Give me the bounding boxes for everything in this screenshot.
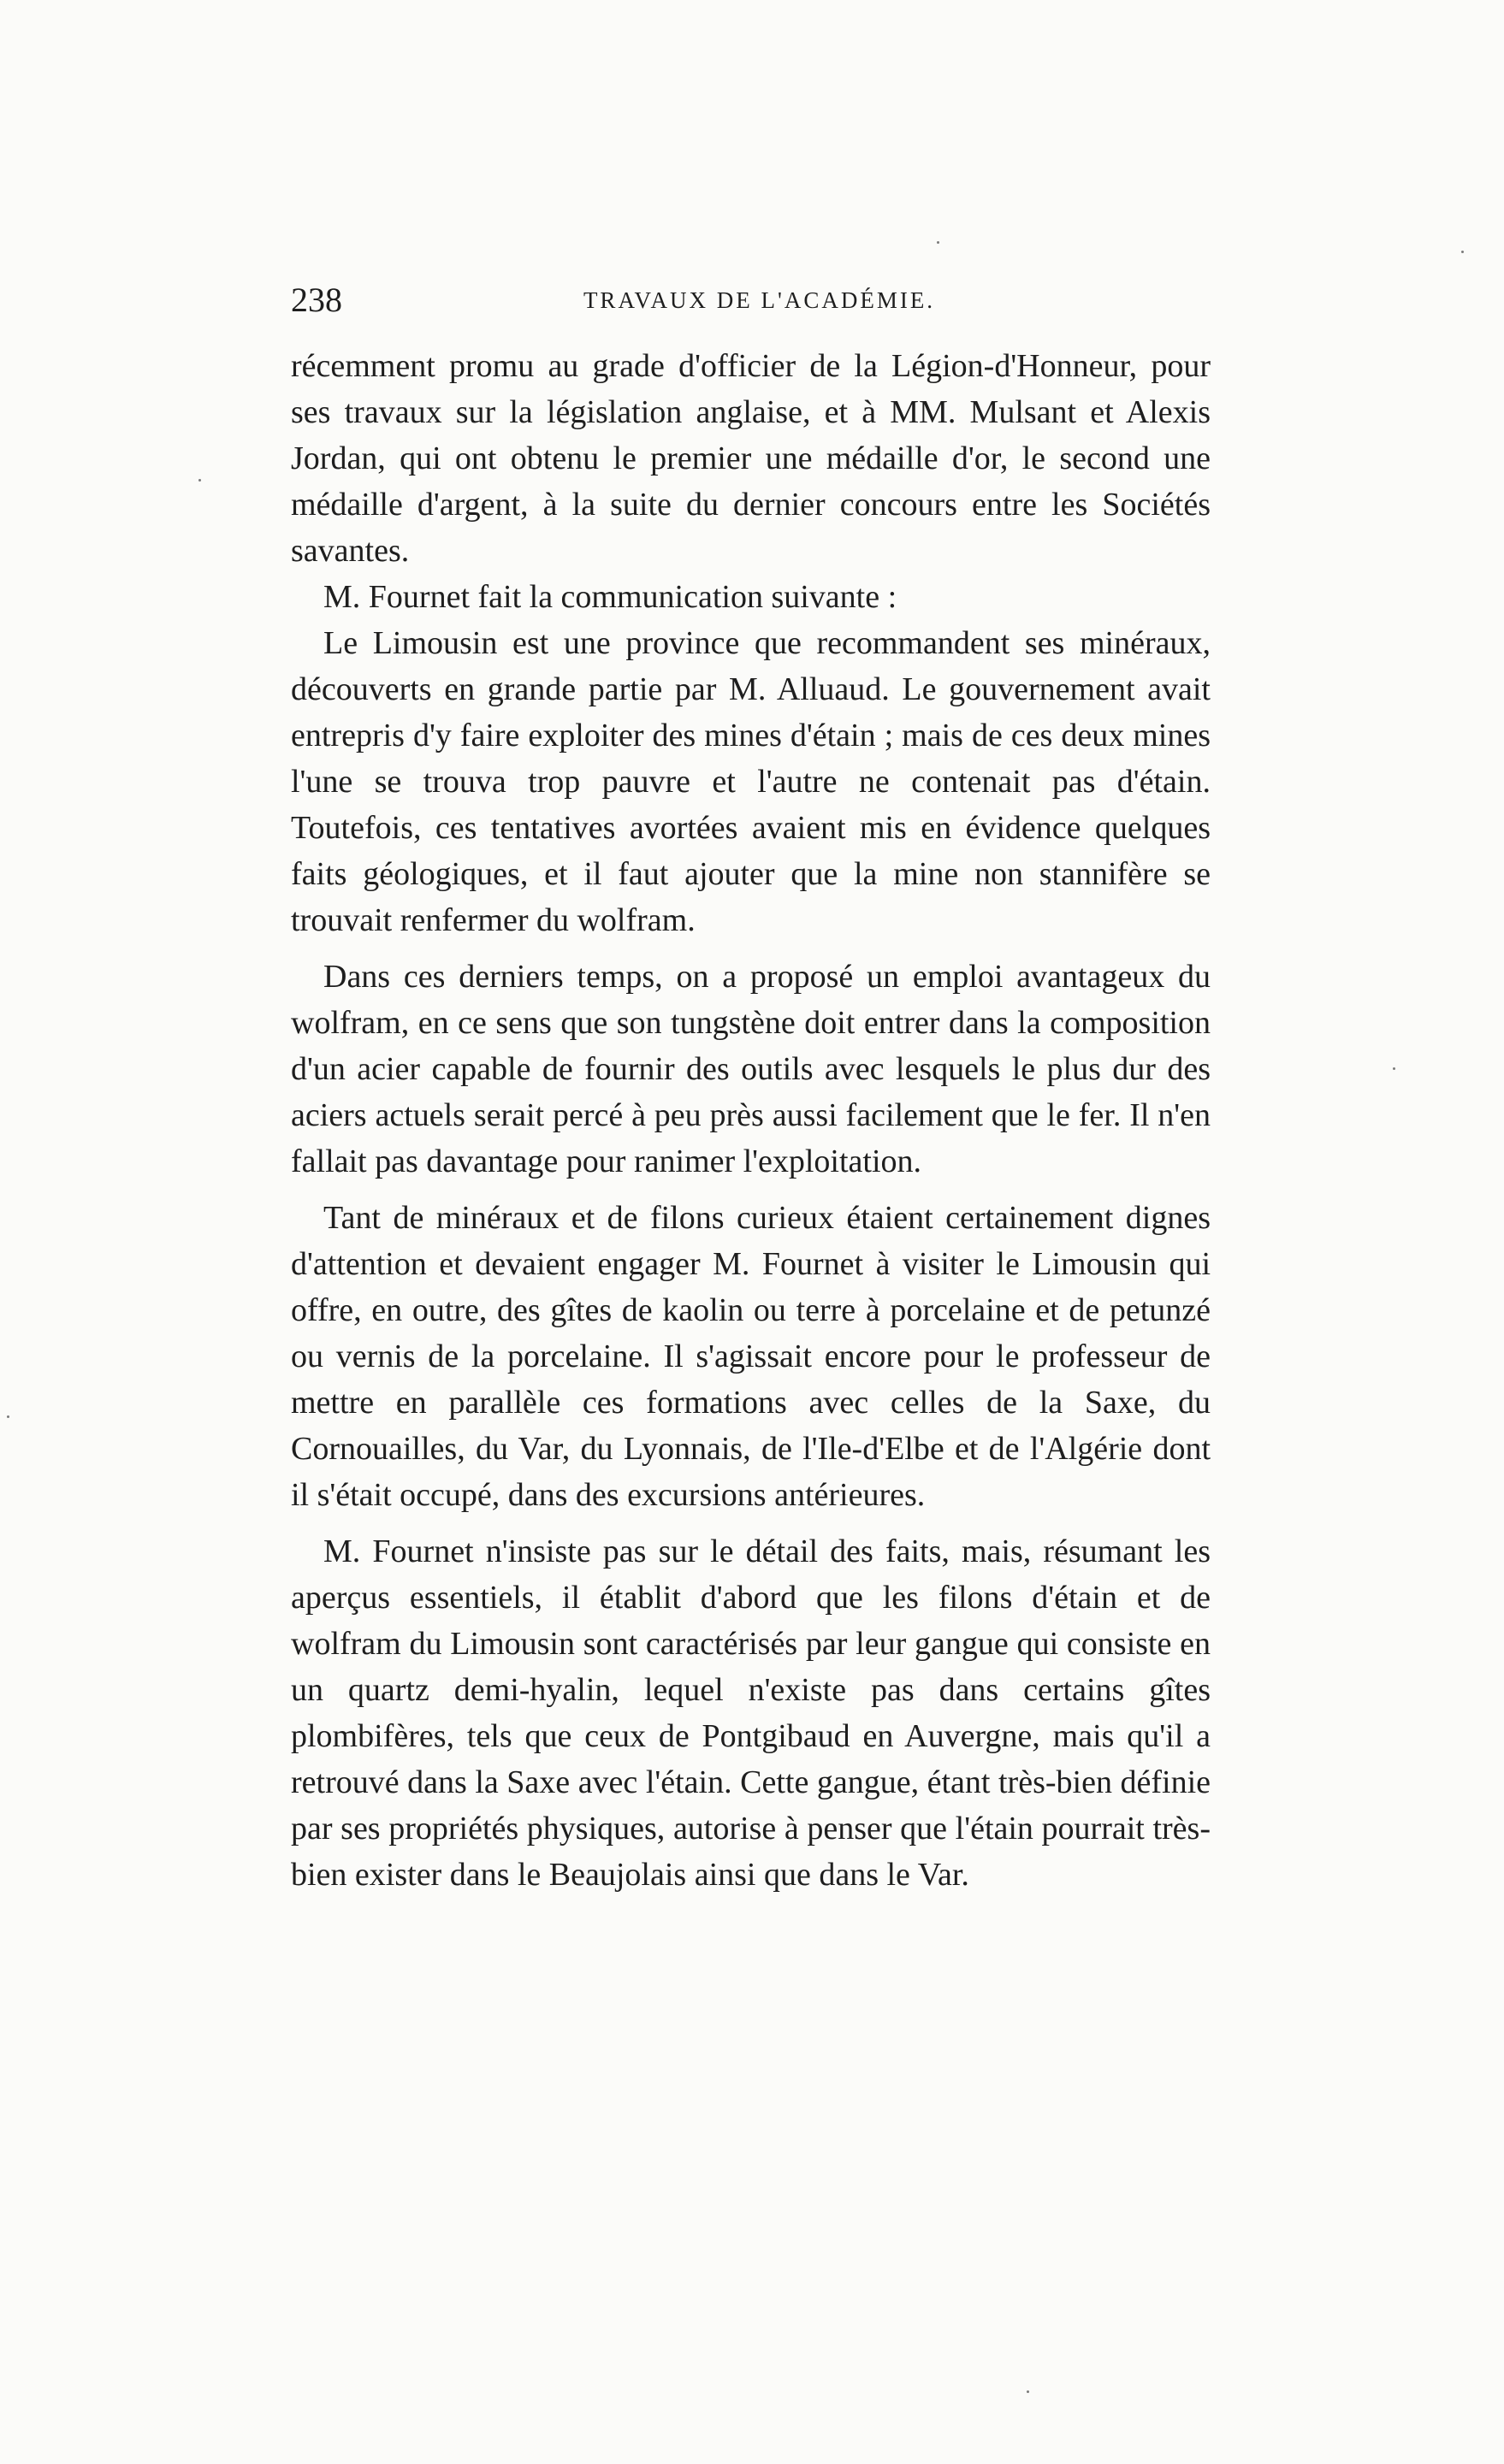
paragraph: M. Fournet n'insiste pas sur le détail des faits, mais, résumant les aperçus essentiels, il établit d'abord que les filons d'étain et de wolfram du Limousin sont caractérisés par leur gangue qui consiste en un quartz demi-hyalin, lequel n'existe pas dans certains gîtes plombifères, tels que ceux de Pontgibaud en Auvergne, mais qu'il a retrouvé dans la Saxe avec l'étain. Cette gangue, étant très-bien définie par ses propriétés physiques, autorise à penser que l'étain pourrait très-bien exister dans le Beaujolais ainsi que dans le Var. [291,1533,1211,1893]
text-body [291,343,1211,1898]
page-number: 238 [291,281,342,319]
running-title: TRAVAUX DE L'ACADÉMIE. [583,287,936,313]
paragraph: Tant de minéraux et de filons curieux étaient certainement dignes d'attention et devaient engager M. Fournet à visiter le Limousin qui offre, en outre, des gîtes de kaolin ou terre à porcelaine et de petunzé ou vernis de la porcelaine. Il s'agissait encore pour le professeur de mettre en parallèle ces formations avec celles de la Saxe, du Cornouailles, du Var, du Lyonnais, de l'Ile-d'Elbe et de l'Algérie dont il s'était occupé, dans des excursions antérieures. [291,1200,1211,1513]
scan-speck [1393,1067,1395,1070]
book-page [291,278,1211,1898]
running-head [291,278,1211,322]
paragraph-continuation: récemment promu au grade d'officier de la Légion-d'Honneur, pour ses travaux sur la législation anglaise, et à MM. Mulsant et Alexis Jordan, qui ont obtenu le premier une médaille d'or, le second une médaille d'argent, à la suite du dernier concours entre les Sociétés savantes. [291,348,1211,569]
scan-speck [1027,2390,1029,2393]
scan-speck [7,1415,9,1418]
paragraph: Le Limousin est une province que recommandent ses minéraux, découverts en grande partie par M. Alluaud. Le gouvernement avait entrepris d'y faire exploiter des mines d'étain ; mais de ces deux mines l'une se trouva trop pauvre et l'autre ne contenait pas d'étain. Toutefois, ces tentatives avortées avaient mis en évidence quelques faits géologiques, et il faut ajouter que la mine non stannifère se trouvait renfermer du wolfram. [291,625,1211,938]
scan-speck [1461,251,1464,253]
scan-speck [198,479,201,482]
paragraph: M. Fournet fait la communication suivante : [323,579,897,615]
scan-speck [937,241,939,244]
paragraph: Dans ces derniers temps, on a proposé un emploi avantageux du wolfram, en ce sens que son tungstène doit entrer dans la composition d'un acier capable de fournir des outils avec lesquels le plus dur des aciers actuels serait percé à peu près aussi facilement que le fer. Il n'en fallait pas davantage pour ranimer l'exploitation. [291,959,1211,1179]
